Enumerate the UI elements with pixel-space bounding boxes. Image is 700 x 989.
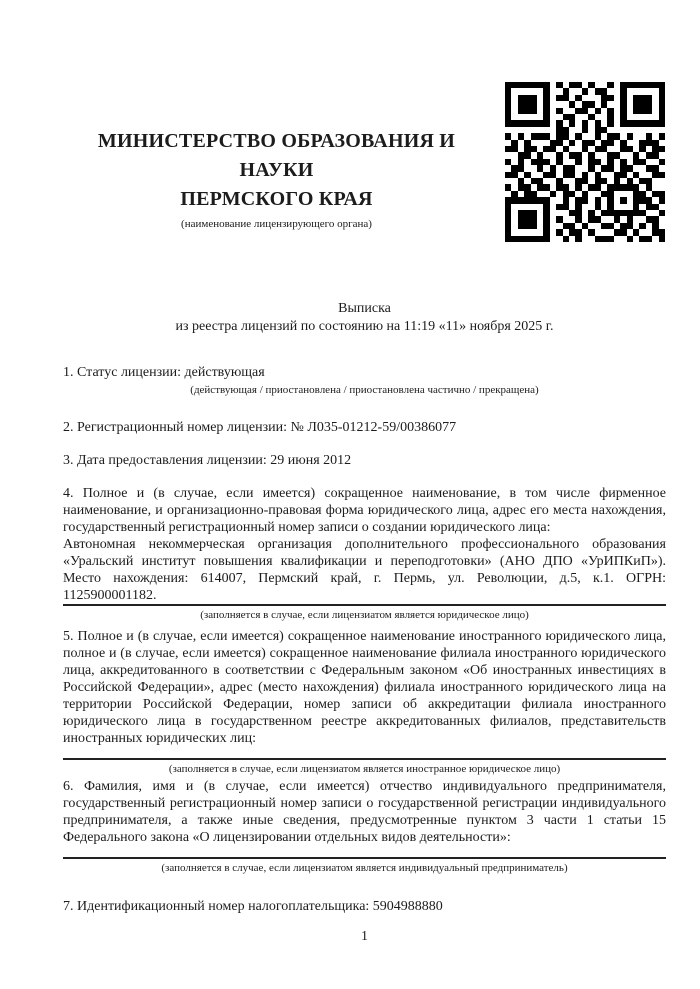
fill-line (63, 857, 666, 859)
field-legal-entity (63, 485, 666, 622)
org-name-caption: (наименование лицензирующего органа) (181, 218, 372, 230)
field-taxpayer-number-text: 7. Идентификационный номер налогоплательщика: 5904988880 (63, 899, 443, 914)
field-grant-date-text: 3. Дата предоставления лицензии: 29 июня 2012 (63, 453, 352, 468)
field-registration-number-text: 2. Регистрационный номер лицензии: № Л035-01212-59/00386077 (63, 420, 457, 435)
field-foreign-entity (63, 628, 666, 776)
field-license-status-caption: (действующая / приостановлена / приостановлена частично / прекращена) (190, 384, 539, 396)
field-foreign-entity-caption: (заполняется в случае, если лицензиатом является иностранное юридическое лицо) (168, 763, 561, 775)
fill-line (63, 604, 666, 606)
blank-space (63, 747, 666, 758)
field-entrepreneur (63, 778, 666, 875)
field-entrepreneur-caption: (заполняется в случае, если лицензиатом является индивидуальный предприниматель) (161, 862, 568, 874)
fill-line (63, 758, 666, 760)
field-entrepreneur-question: 6. Фамилия, имя и (в случае, если имеется) отчество индивидуального предпринимателя, государственный регистрационный номер записи о государственной регистрации индивидуального предпринимателя, а также иные сведения, предусмотренные пунктом 3 части 1 статьи 15 Федерального закона «О лицензировании отдельных видов деятельности»: (63, 779, 666, 845)
field-license-status-text: 1. Статус лицензии: действующая (63, 365, 265, 380)
field-legal-entity-question: 4. Полное и (в случае, если имеется) сокращенное наименование, в том числе фирменное наименование, и организационно-правовая форма юридического лица, адрес его места нахождения, государственный регистрационный номер записи о создании юридического лица: (63, 486, 666, 535)
document-title-line1: Выписка (338, 301, 391, 316)
field-legal-entity-answer: Автономная некоммерческая организация дополнительного профессионального образования «Уральский институт повышения квалификации и переподготовки» (АНО ДПО «УрИПКиП»). Место нахождения: 614007, Пермский край, г. Пермь, ул. Революции, д.5, к.1. ОГРН: 1125900001182. (63, 537, 666, 603)
org-name-line2: ПЕРМСКОГО КРАЯ (180, 188, 373, 210)
field-grant-date (63, 452, 666, 469)
org-name-line1: МИНИСТЕРСТВО ОБРАЗОВАНИЯ И НАУКИ (97, 130, 456, 181)
document-title-line2: из реестра лицензий по состоянию на 11:19 «11» ноября 2025 г. (175, 318, 554, 334)
blank-space (63, 846, 666, 857)
field-taxpayer-number (63, 898, 666, 915)
field-foreign-entity-question: 5. Полное и (в случае, если имеется) сокращенное наименование иностранного юридического лица, полное и (в случае, если имеется) сокращенное наименование филиала иностранного юридического лица, аккредитованного в соответствии с Федеральным законом «Об иностранных инвестициях в Российской Федерации», адрес (место нахождения) филиала иностранного юридического лица на территории Российской Федерации, номер записи об аккредитации филиала иностранного юридического лица в государственном реестре аккредитованных филиалов, представительств иностранных юридических лиц: (63, 629, 666, 746)
licensing-authority-header (63, 127, 490, 231)
page-number: 1 (361, 929, 368, 944)
field-registration-number (63, 419, 666, 436)
qr-code (505, 82, 665, 242)
field-license-status (63, 364, 666, 397)
document-title (63, 300, 666, 335)
field-legal-entity-caption: (заполняется в случае, если лицензиатом является юридическое лицо) (200, 609, 529, 621)
